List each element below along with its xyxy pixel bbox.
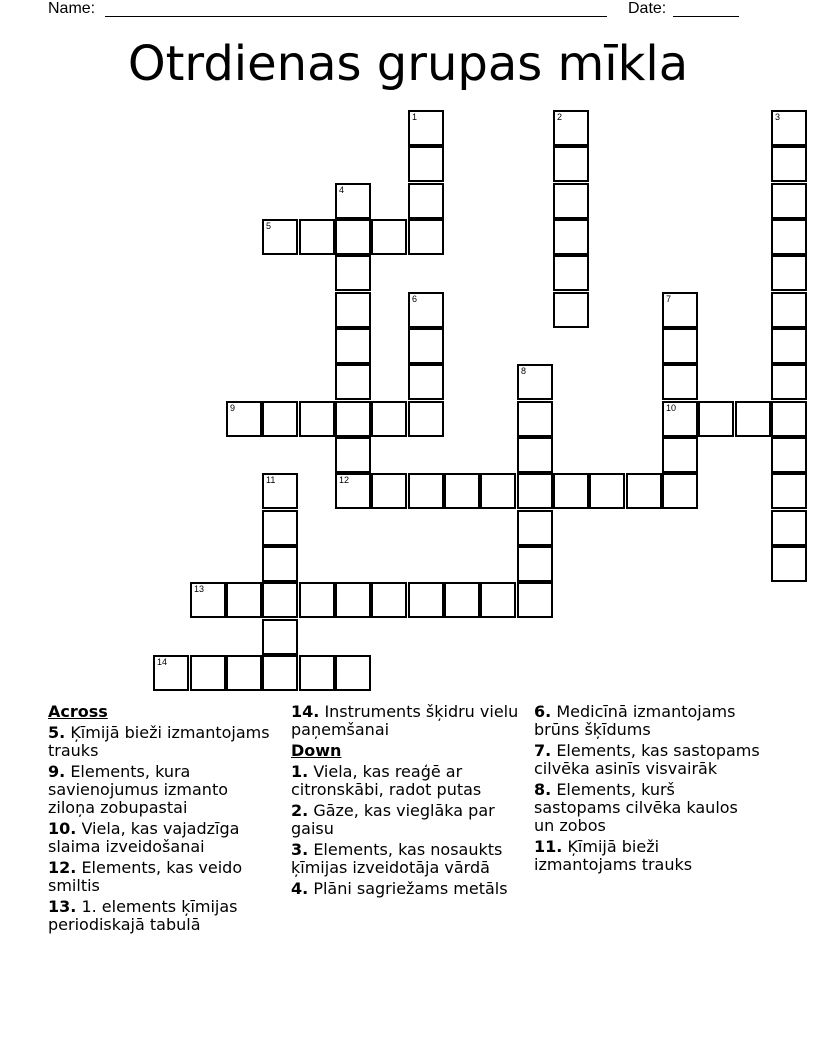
grid-cell[interactable] — [553, 183, 589, 219]
grid-cell[interactable] — [299, 219, 335, 255]
cell-number: 11 — [266, 475, 276, 485]
cell-number: 1 — [412, 112, 418, 122]
cell-number: 7 — [666, 294, 672, 304]
grid-cell[interactable] — [262, 582, 298, 618]
grid-cell[interactable] — [771, 364, 807, 400]
grid-cell[interactable] — [408, 473, 444, 509]
grid-cell[interactable] — [517, 401, 553, 437]
grid-cell[interactable] — [662, 437, 698, 473]
clue-down-4: 4. Plāni sagriežams metāls — [291, 879, 508, 898]
clue-down-8: 8. Elements, kurš sastopams cilvēka kaulos un zobos — [534, 780, 738, 835]
grid-cell[interactable] — [262, 655, 298, 691]
clue-down-7: 7. Elements, kas sastopams cilvēka asinīs visvairāk — [534, 741, 760, 778]
grid-cell[interactable] — [444, 582, 480, 618]
grid-cell[interactable] — [153, 655, 189, 691]
grid-cell[interactable] — [771, 110, 807, 146]
grid-cell[interactable] — [771, 219, 807, 255]
grid-cell[interactable] — [553, 255, 589, 291]
cell-number: 2 — [557, 112, 563, 122]
grid-cell[interactable] — [444, 473, 480, 509]
grid-cell[interactable] — [335, 582, 371, 618]
grid-cell[interactable] — [771, 255, 807, 291]
grid-cell[interactable] — [771, 510, 807, 546]
grid-cell[interactable] — [371, 473, 407, 509]
grid-cell[interactable] — [662, 292, 698, 328]
grid-cell[interactable] — [771, 292, 807, 328]
clue-across-5: 5. Ķīmijā bieži izmantojams trauks — [48, 723, 270, 760]
clues-column-2 — [291, 703, 519, 901]
grid-cell[interactable] — [771, 437, 807, 473]
grid-cell[interactable] — [226, 401, 262, 437]
cell-number: 5 — [266, 221, 272, 231]
grid-cell[interactable] — [408, 328, 444, 364]
grid-cell[interactable] — [698, 401, 734, 437]
across-heading: Across — [48, 702, 108, 721]
clue-across-9: 9. Elements, kura savienojumus izmanto ziloņa zobupastai — [48, 762, 228, 817]
grid-cell[interactable] — [408, 401, 444, 437]
grid-cell[interactable] — [517, 546, 553, 582]
grid-cell[interactable] — [553, 146, 589, 182]
puzzle-title: Otrdienas grupas mīkla — [127, 36, 689, 92]
grid-cell[interactable] — [517, 510, 553, 546]
grid-cell[interactable] — [299, 401, 335, 437]
grid-cell[interactable] — [662, 473, 698, 509]
grid-cell[interactable] — [408, 183, 444, 219]
grid-cell[interactable] — [335, 328, 371, 364]
grid-cell[interactable] — [408, 110, 444, 146]
cell-number: 12 — [339, 475, 350, 485]
grid-cell[interactable] — [371, 582, 407, 618]
clues-column-1 — [48, 703, 276, 937]
grid-cell[interactable] — [335, 437, 371, 473]
grid-cell[interactable] — [517, 364, 553, 400]
clues-column-3 — [534, 703, 762, 877]
clue-across-12: 12. Elements, kas veido smiltis — [48, 858, 243, 895]
grid-cell[interactable] — [335, 183, 371, 219]
grid-cell[interactable] — [553, 110, 589, 146]
grid-cell[interactable] — [517, 582, 553, 618]
name-label: Name: — [48, 0, 96, 17]
clue-down-11: 11. Ķīmijā bieži izmantojams trauks — [534, 837, 693, 874]
grid-cell[interactable] — [371, 219, 407, 255]
cell-number: 10 — [666, 403, 677, 413]
cell-number: 14 — [157, 657, 168, 667]
grid-cell[interactable] — [408, 292, 444, 328]
cell-number: 6 — [412, 294, 418, 304]
grid-cell[interactable] — [553, 473, 589, 509]
clue-across-10: 10. Viela, kas vajadzīga slaima izveidošanai — [48, 819, 240, 856]
grid-cell[interactable] — [226, 582, 262, 618]
grid-cell[interactable] — [335, 364, 371, 400]
grid-cell[interactable] — [589, 473, 625, 509]
grid-cell[interactable] — [262, 219, 298, 255]
grid-cell[interactable] — [553, 292, 589, 328]
cell-number: 3 — [775, 112, 781, 122]
clue-down-2: 2. Gāze, kas vieglāka par gaisu — [291, 801, 495, 838]
grid-cell[interactable] — [480, 473, 516, 509]
clue-across-13: 13. 1. elements ķīmijas periodiskajā tabulā — [48, 897, 238, 934]
clue-down-6: 6. Medicīnā izmantojams brūns šķīdums — [534, 702, 736, 739]
grid-cell[interactable] — [480, 582, 516, 618]
grid-cell[interactable] — [262, 473, 298, 509]
grid-cell[interactable] — [517, 437, 553, 473]
down-heading: Down — [291, 741, 342, 760]
grid-cell[interactable] — [371, 401, 407, 437]
grid-cell[interactable] — [335, 219, 371, 255]
grid-cell[interactable] — [408, 582, 444, 618]
grid-cell[interactable] — [299, 582, 335, 618]
grid-cell[interactable] — [335, 255, 371, 291]
clue-across-14: 14. Instruments šķidru vielu paņemšanai — [291, 702, 519, 739]
cell-number: 4 — [339, 185, 345, 195]
grid-cell[interactable] — [335, 292, 371, 328]
clue-down-1: 1. Viela, kas reaģē ar citronskābi, radot putas — [291, 762, 482, 799]
grid-cell[interactable] — [771, 401, 807, 437]
cell-number: 13 — [194, 584, 205, 594]
grid-cell[interactable] — [190, 655, 226, 691]
grid-cell[interactable] — [771, 328, 807, 364]
clue-down-3: 3. Elements, kas nosaukts ķīmijas izveidotāja vārdā — [291, 840, 503, 877]
grid-cell[interactable] — [735, 401, 771, 437]
grid-cell[interactable] — [262, 401, 298, 437]
grid-cell[interactable] — [335, 401, 371, 437]
grid-cell[interactable] — [408, 146, 444, 182]
grid-cell[interactable] — [408, 219, 444, 255]
grid-cell[interactable] — [262, 619, 298, 655]
grid-cell[interactable] — [553, 219, 589, 255]
grid-cell[interactable] — [662, 401, 698, 437]
grid-cell[interactable] — [771, 546, 807, 582]
cell-number: 9 — [230, 403, 236, 413]
grid-cell[interactable] — [335, 473, 371, 509]
grid-cell[interactable] — [662, 328, 698, 364]
date-label: Date: — [628, 0, 667, 17]
grid-cell[interactable] — [262, 546, 298, 582]
grid-cell[interactable] — [771, 146, 807, 182]
grid-cell[interactable] — [335, 655, 371, 691]
grid-cell[interactable] — [408, 364, 444, 400]
grid-cell[interactable] — [771, 183, 807, 219]
grid-cell[interactable] — [299, 655, 335, 691]
grid-cell[interactable] — [190, 582, 226, 618]
grid-cell[interactable] — [771, 473, 807, 509]
cell-number: 8 — [521, 366, 527, 376]
grid-cell[interactable] — [226, 655, 262, 691]
grid-cell[interactable] — [662, 364, 698, 400]
grid-cell[interactable] — [517, 473, 553, 509]
grid-cell[interactable] — [626, 473, 662, 509]
grid-cell[interactable] — [262, 510, 298, 546]
